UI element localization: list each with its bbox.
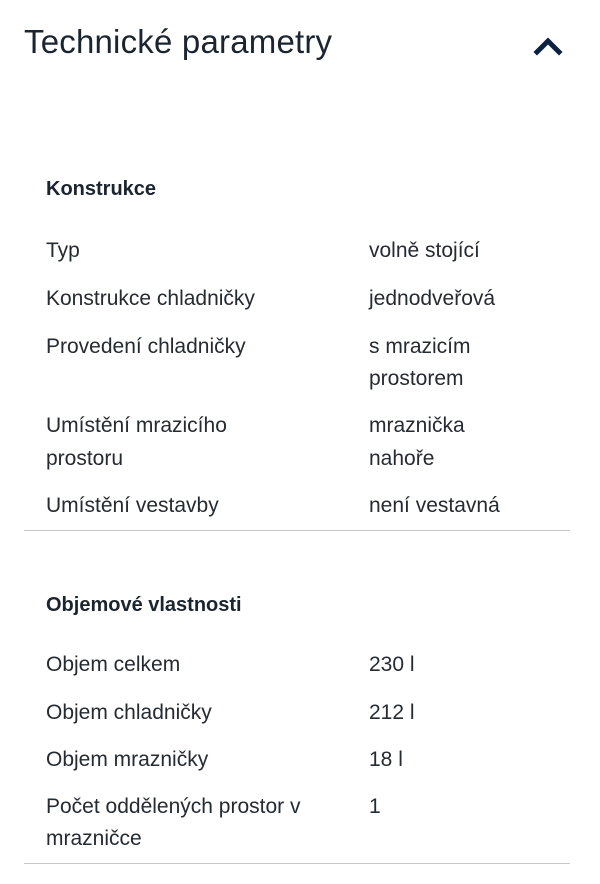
spec-label: Objem chladničky (46, 701, 212, 724)
panel-title: Technické parametry (24, 23, 333, 60)
spec-value: jednodveřová (369, 287, 496, 310)
spec-value: 212 l (369, 701, 415, 724)
spec-value: volně stojící (369, 239, 480, 262)
spec-value: prostorem (369, 367, 464, 390)
spec-label: Umístění vestavby (46, 494, 219, 517)
spec-value: mraznička (369, 414, 465, 437)
chevron-up-icon (533, 36, 563, 56)
spec-value: nahoře (369, 447, 435, 470)
spec-label: Umístění mrazicího (46, 414, 227, 437)
collapse-toggle-button[interactable] (528, 28, 568, 64)
spec-label: Konstrukce chladničky (46, 287, 255, 310)
section-divider (24, 863, 570, 864)
spec-value: není vestavná (369, 494, 500, 517)
spec-value: s mrazicím (369, 335, 471, 358)
spec-label: mrazničce (46, 827, 142, 850)
section-heading: Objemové vlastnosti (46, 594, 242, 616)
section-divider (24, 530, 570, 531)
accordion-header[interactable] (24, 16, 576, 68)
spec-label: Počet oddělených prostor v (46, 795, 301, 818)
section-heading: Konstrukce (46, 178, 157, 200)
spec-label: prostoru (46, 447, 124, 470)
spec-label: Typ (46, 239, 80, 262)
spec-value: 1 (369, 795, 381, 818)
spec-value: 18 l (369, 748, 403, 771)
spec-value: 230 l (369, 653, 415, 676)
spec-label: Provedení chladničky (46, 335, 246, 358)
spec-label: Objem mrazničky (46, 748, 209, 771)
spec-label: Objem celkem (46, 653, 181, 676)
